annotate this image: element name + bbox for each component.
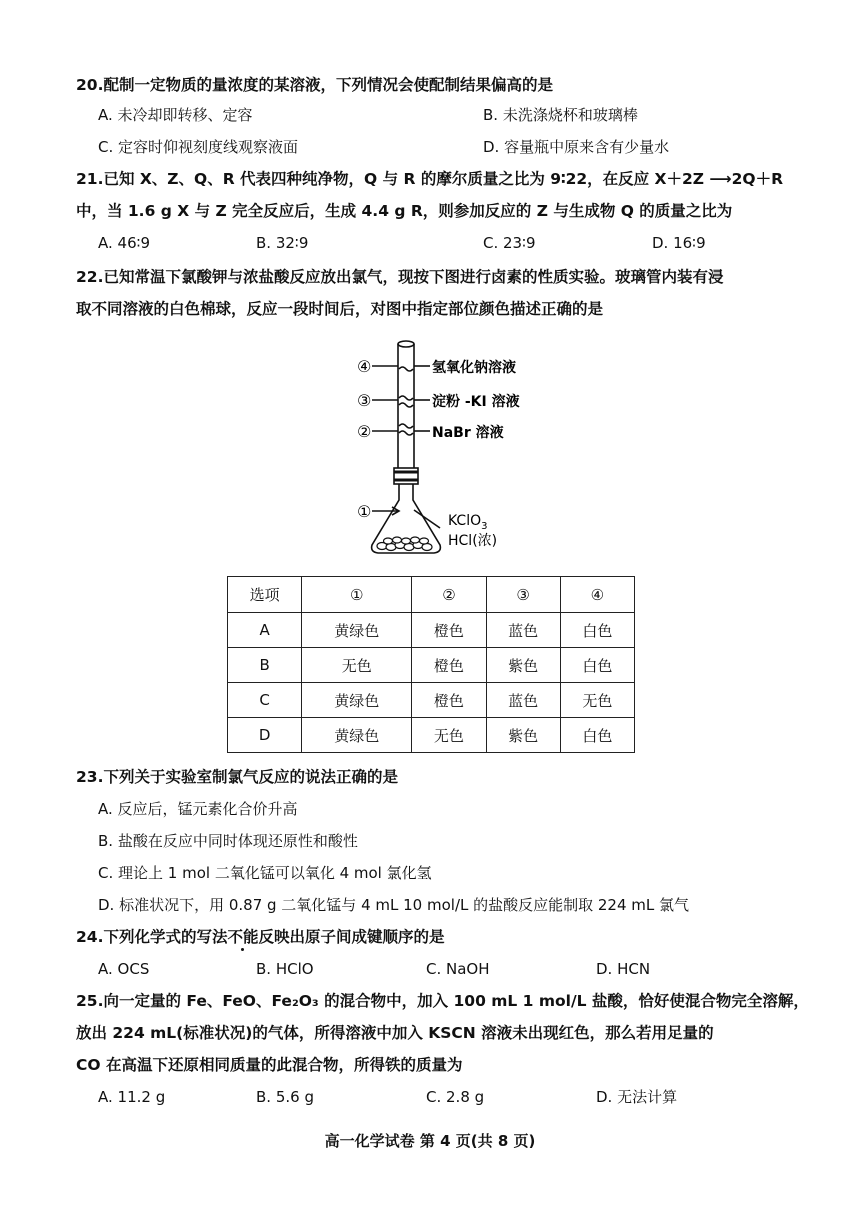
table-cell: 白色: [560, 718, 634, 753]
table-cell: 橙色: [412, 683, 486, 718]
hcl-conc-label: HCl(浓): [448, 533, 498, 549]
q21-stem-line2: 中，当 1.6 g X 与 Z 完全反应后，生成 4.4 g R，则参加反应的 Z 与生成物 Q 的质量之比为: [76, 202, 733, 220]
q24-stem-part1: 24.下列化学式的写法: [76, 928, 228, 946]
q21-option-a: A. 46∶9: [98, 234, 151, 252]
table-header-cell: ③: [486, 577, 560, 613]
table-cell: 黄绿色: [302, 718, 412, 753]
cotton-ball-2a: [399, 424, 413, 428]
q21-stem-line1: 21.已知 X、Z、Q、R 代表四种纯净物，Q 与 R 的摩尔质量之比为 9∶22，在反应 X＋2Z ⟶2Q＋R: [76, 170, 784, 188]
q20-stem: 20.配制一定物质的量浓度的某溶液，下列情况会使配制结果偏高的是: [76, 76, 553, 94]
q25-stem-line3: CO 在高温下还原相同质量的此混合物，所得铁的质量为: [76, 1056, 463, 1074]
kclo3-label: KClO$_3$: [448, 513, 488, 532]
table-cell: 紫色: [486, 648, 560, 683]
table-header-cell: ④: [560, 577, 634, 613]
table-row: [228, 718, 635, 753]
table-header-cell: ①: [302, 577, 412, 613]
q24-option-a: A. OCS: [98, 960, 150, 978]
table-cell: D: [228, 718, 302, 753]
q24-option-d: D. HCN: [596, 960, 651, 978]
q23-option-d: D. 标准状况下，用 0.87 g 二氧化锰与 4 mL 10 mol/L 的盐酸反应能制取 224 mL 氯气: [98, 896, 690, 914]
q23-option-a: A. 反应后，锰元素化合价升高: [98, 800, 298, 818]
label-2: ②: [357, 422, 372, 441]
table-cell: 蓝色: [486, 613, 560, 648]
label-4: ④: [357, 357, 372, 376]
q24-option-c: C. NaOH: [426, 960, 490, 978]
q22-answer-table: [227, 576, 635, 753]
solid-reagent: [377, 537, 432, 551]
table-header-cell: ②: [412, 577, 486, 613]
table-cell: A: [228, 613, 302, 648]
table-cell: C: [228, 683, 302, 718]
table-row: [228, 683, 635, 718]
table-cell: 橙色: [412, 613, 486, 648]
q20-option-b: B. 未洗涤烧杯和玻璃棒: [483, 106, 638, 124]
q25-stem-line2: 放出 224 mL(标准状况)的气体，所得溶液中加入 KSCN 溶液未出现红色，那么若用足量的: [76, 1024, 714, 1042]
table-header-cell: 选项: [228, 577, 302, 613]
naoh-solution-label: 氢氧化钠溶液: [432, 360, 516, 376]
q25-option-a: A. 11.2 g: [98, 1088, 166, 1106]
q21-option-b: B. 32∶9: [256, 234, 309, 252]
table-cell: 无色: [302, 648, 412, 683]
label-3: ③: [357, 391, 372, 410]
table-cell: 紫色: [486, 718, 560, 753]
rubber-stopper: [394, 468, 418, 484]
cotton-ball-3a: [399, 396, 413, 400]
table-cell: 白色: [560, 613, 634, 648]
label-1: ①: [357, 502, 372, 521]
q21-option-c: C. 23∶9: [483, 234, 536, 252]
q20-option-d: D. 容量瓶中原来含有少量水: [483, 138, 670, 156]
q24-stem: [76, 926, 445, 948]
q20-option-c: C. 定容时仰视刻度线观察液面: [98, 138, 299, 156]
cotton-ball-3b: [399, 403, 413, 407]
nabr-solution-label: NaBr 溶液: [432, 425, 504, 441]
q23-option-c: C. 理论上 1 mol 二氧化锰可以氧化 4 mol 氯化氢: [98, 864, 432, 882]
table-cell: 黄绿色: [302, 613, 412, 648]
table-cell: 蓝色: [486, 683, 560, 718]
q25-stem-line1: 25.向一定量的 Fe、FeO、Fe₂O₃ 的混合物中，加入 100 mL 1 mol/L 盐酸，恰好使混合物完全溶解，: [76, 992, 809, 1010]
q25-option-c: C. 2.8 g: [426, 1088, 485, 1106]
q22-stem-line2: 取不同溶液的白色棉球，反应一段时间后，对图中指定部位颜色描述正确的是: [76, 300, 604, 318]
q25-option-b: B. 5.6 g: [256, 1088, 314, 1106]
q22-stem-line1: 22.已知常温下氯酸钾与浓盐酸反应放出氯气，现按下图进行卤素的性质实验。玻璃管内装有浸: [76, 268, 724, 286]
q21-option-d: D. 16∶9: [652, 234, 706, 252]
q24-option-b: B. HClO: [256, 960, 314, 978]
table-row: [228, 648, 635, 683]
q24-emphasis-not: 不能: [227, 928, 259, 946]
page-footer: 高一化学试卷 第 4 页(共 8 页): [324, 1132, 536, 1150]
table-cell: 无色: [560, 683, 634, 718]
table-cell: 无色: [412, 718, 486, 753]
q25-option-d: D. 无法计算: [596, 1088, 678, 1106]
table-cell: B: [228, 648, 302, 683]
q23-option-b: B. 盐酸在反应中同时体现还原性和酸性: [98, 832, 358, 850]
q20-option-a: A. 未冷却即转移、定容: [98, 106, 253, 124]
table-row: [228, 613, 635, 648]
cotton-ball-4: [399, 367, 413, 371]
q24-stem-part3: 反映出原子间成键顺序的是: [258, 928, 445, 946]
table-cell: 黄绿色: [302, 683, 412, 718]
cotton-ball-2b: [399, 431, 413, 435]
table-header-row: [228, 577, 635, 613]
q23-stem: 23.下列关于实验室制氯气反应的说法正确的是: [76, 768, 398, 786]
table-cell: 白色: [560, 648, 634, 683]
table-cell: 橙色: [412, 648, 486, 683]
starch-ki-solution-label: 淀粉 -KI 溶液: [432, 394, 520, 410]
